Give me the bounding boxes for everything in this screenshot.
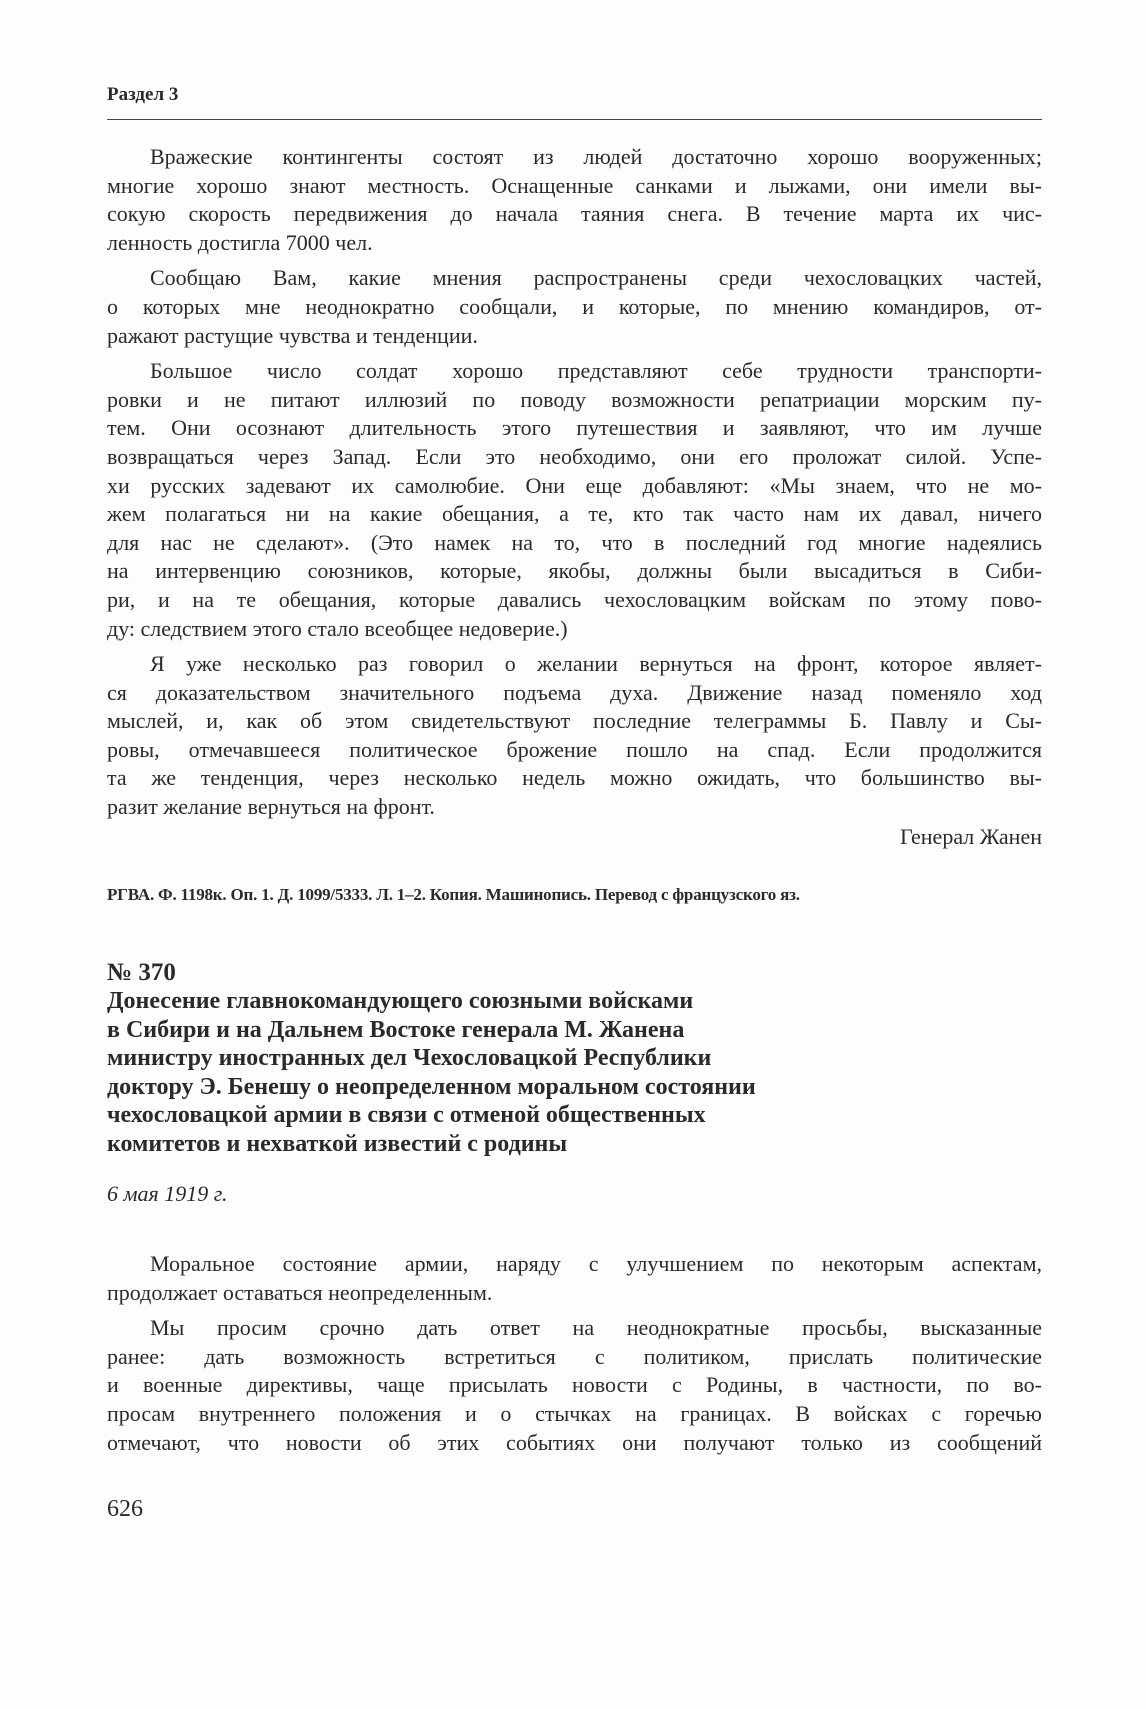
- paragraph: [107, 650, 1042, 822]
- text-line: и военные директивы, чаще присылать новости с Родины, в частности, по во-: [107, 1372, 1042, 1398]
- text-line: Мы просим срочно дать ответ на неоднократные просьбы, высказанные: [150, 1315, 1042, 1341]
- text-line: Вражеские контингенты состоят из людей достаточно хорошо вооруженных;: [150, 144, 1042, 169]
- title-line: комитетов и нехваткой известий с родины: [107, 1130, 568, 1157]
- text-line: тем. Они осознают длительность этого путешествия и заявляют, что им лучше: [107, 415, 1042, 441]
- title-line: в Сибири и на Дальнем Востоке генерала М. Жанена: [107, 1016, 685, 1043]
- paragraph: [107, 1250, 1042, 1307]
- page-number: 626: [107, 1496, 143, 1522]
- title-line: Донесение главнокомандующего союзными войсками: [107, 988, 694, 1014]
- text-line: Сообщаю Вам, какие мнения распространены среди чехословацких частей,: [150, 265, 1042, 291]
- text-line: продолжает оставаться неопределенным.: [107, 1279, 493, 1305]
- paragraph: [107, 264, 1042, 350]
- text-line: жем полагаться ни на какие обещания, а те, кто так часто нам их давал, ничего: [107, 501, 1042, 527]
- previous-document-text: [107, 143, 1042, 910]
- header-rule: [107, 119, 1042, 120]
- document-title: [107, 987, 1042, 1159]
- text-line: Моральное состояние армии, наряду с улучшением по некоторым аспектам,: [150, 1251, 1042, 1276]
- text-line: отмечают, что новости об этих событиях они получают только из сообщений: [107, 1429, 1042, 1455]
- text-line: на интервенцию союзников, которые, якобы, должны были высадиться в Сиби-: [107, 558, 1042, 584]
- archive-source: РГВА. Ф. 1198к. Оп. 1. Д. 1099/5333. Л. 1–2. Копия. Машинопись. Перевод с французского яз.: [107, 885, 800, 905]
- text-line: ражают растущие чувства и тенденции.: [107, 322, 478, 348]
- document-date: 6 мая 1919 г.: [107, 1180, 228, 1206]
- text-line: ранее: дать возможность встретиться с политиком, прислать политические: [107, 1343, 1042, 1369]
- text-line: ровки и не питают иллюзий по поводу возможности репатриации морским пу-: [107, 386, 1042, 412]
- document-text: [107, 1250, 1042, 1464]
- text-line: хи русских задевают их самолюбие. Они еще добавляют: «Мы знаем, что не мо-: [107, 472, 1042, 498]
- paragraph: [107, 143, 1042, 257]
- document-heading: [107, 958, 1042, 1207]
- document-number: № 370: [107, 959, 176, 986]
- text-line: ри, и на те обещания, которые давались чехословацким войскам по этому пово-: [107, 586, 1042, 612]
- signature: Генерал Жанен: [899, 823, 1042, 849]
- text-line: разит желание вернуться на фронт.: [107, 794, 435, 820]
- paragraph: [107, 357, 1042, 643]
- text-line: о которых мне неоднократно сообщали, и которые, по мнению командиров, от-: [107, 293, 1042, 319]
- text-line: та же тенденция, через несколько недель можно ожидать, что большинство вы-: [107, 765, 1042, 791]
- text-line: просам внутреннего положения и о стычках на границах. В войсках с горечью: [107, 1400, 1042, 1426]
- text-line: мыслей, и, как об этом свидетельствуют последние телеграммы Б. Павлу и Сы-: [107, 708, 1042, 734]
- text-line: ся доказательством значительного подъема духа. Движение назад поменяло ход: [107, 679, 1042, 705]
- title-line: министру иностранных дел Чехословацкой Республики: [107, 1045, 712, 1072]
- text-line: Я уже несколько раз говорил о желании вернуться на фронт, которое являет-: [150, 651, 1042, 677]
- text-line: для нас не сделают». (Это намек на то, что в последний год многие надеялись: [107, 529, 1042, 555]
- text-line: ду: следствием этого стало всеобщее недоверие.): [107, 615, 568, 641]
- text-line: возвращаться через Запад. Если это необходимо, они его проложат силой. Успе-: [107, 443, 1042, 469]
- title-line: чехословацкой армии в связи с отменой общественных: [107, 1102, 706, 1129]
- running-header: Раздел 3: [107, 84, 179, 105]
- text-line: сокую скорость передвижения до начала таяния снега. В течение марта их чис-: [107, 201, 1042, 227]
- title-line: доктору Э. Бенешу о неопределенном моральном состоянии: [107, 1073, 756, 1100]
- text-line: ленность достигла 7000 чел.: [107, 229, 373, 255]
- text-line: Большое число солдат хорошо представляют себе трудности транспорти-: [150, 358, 1042, 384]
- text-line: многие хорошо знают местность. Оснащенные санками и лыжами, они имели вы-: [107, 172, 1042, 198]
- paragraph: [107, 1314, 1042, 1457]
- text-line: ровы, отмечавшееся политическое брожение пошло на спад. Если продолжится: [107, 736, 1042, 762]
